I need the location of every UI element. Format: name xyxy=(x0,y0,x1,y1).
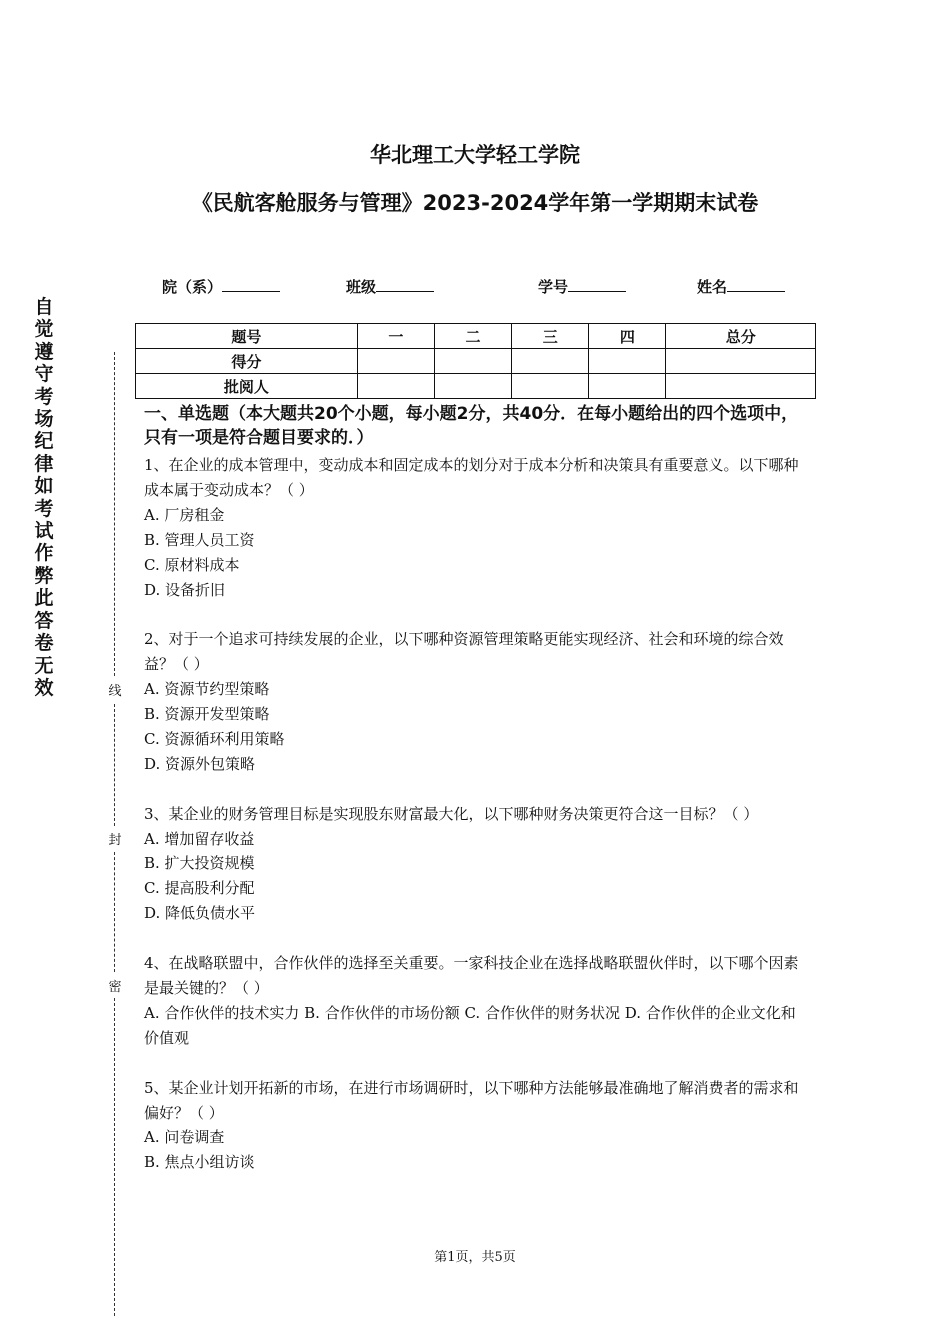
option-a[interactable]: A. 增加留存收益 xyxy=(144,829,255,848)
option-c[interactable]: C. 原材料成本 xyxy=(144,555,240,574)
question-5 xyxy=(144,1076,808,1176)
grader-row-label: 批阅人 xyxy=(136,374,358,399)
score-table-header-row xyxy=(136,324,816,349)
option-d[interactable]: D. 资源外包策略 xyxy=(144,754,256,773)
grader-row xyxy=(136,374,816,399)
score-row-label: 得分 xyxy=(136,349,358,374)
score-table xyxy=(135,323,816,399)
score-cell[interactable] xyxy=(512,349,589,374)
question-4 xyxy=(144,951,808,1051)
exam-content xyxy=(144,402,808,1200)
option-a[interactable]: A. 资源节约型策略 xyxy=(144,680,270,699)
question-stem: 4、在战略联盟中，合作伙伴的选择至关重要。一家科技企业在选择战略联盟伙伴时，以下哪个因素是最关键的？（ ） xyxy=(144,954,799,997)
id-label: 学号 xyxy=(538,278,569,296)
option-b[interactable]: B. 焦点小组访谈 xyxy=(144,1153,255,1172)
score-cell[interactable] xyxy=(589,349,666,374)
header-cell: 二 xyxy=(434,324,511,349)
header-cell: 四 xyxy=(589,324,666,349)
name-label: 姓名 xyxy=(697,278,728,296)
id-field xyxy=(538,276,626,297)
grader-cell[interactable] xyxy=(512,374,589,399)
grader-cell[interactable] xyxy=(434,374,511,399)
grader-cell[interactable] xyxy=(357,374,434,399)
id-blank[interactable] xyxy=(568,276,626,292)
question-stem: 2、对于一个追求可持续发展的企业，以下哪种资源管理策略更能实现经济、社会和环境的综合效益？（ ） xyxy=(144,630,784,674)
section-heading: 一、单选题（本大题共20个小题，每小题2分，共40分．在每小题给出的四个选项中，只有一项是符合题目要求的．） xyxy=(144,404,799,448)
dept-field xyxy=(162,276,280,297)
seal-mark-seal: 封 xyxy=(108,829,122,848)
dept-blank[interactable] xyxy=(222,276,280,292)
class-label: 班级 xyxy=(346,278,377,296)
score-cell[interactable] xyxy=(666,349,816,374)
option-b[interactable]: B. 资源开发型策略 xyxy=(144,705,270,724)
option-b[interactable]: B. 管理人员工资 xyxy=(144,530,255,549)
score-row xyxy=(136,349,816,374)
option-a[interactable]: A. 问卷调查 xyxy=(144,1128,225,1147)
name-blank[interactable] xyxy=(727,276,785,292)
option-d[interactable]: D. 设备折旧 xyxy=(144,580,226,599)
question-3 xyxy=(144,802,808,927)
binding-line-segment xyxy=(114,704,115,826)
seal-mark-secret: 密 xyxy=(108,976,122,995)
class-blank[interactable] xyxy=(376,276,434,292)
question-stem: 5、某企业计划开拓新的市场，在进行市场调研时，以下哪种方法能够最准确地了解消费者的需求和偏好？（ ） xyxy=(144,1078,799,1122)
exam-title: 《民航客舱服务与管理》2023-2024学年第一学期期末试卷 xyxy=(191,191,759,215)
side-notice: 自觉遵守考场纪律如考试作弊此答卷无效 xyxy=(34,296,54,699)
score-cell[interactable] xyxy=(357,349,434,374)
question-2 xyxy=(144,627,808,776)
header-cell: 三 xyxy=(512,324,589,349)
question-stem: 1、在企业的成本管理中，变动成本和固定成本的划分对于成本分析和决策具有重要意义。以下哪种成本属于变动成本？（ ） xyxy=(144,456,799,499)
score-cell[interactable] xyxy=(434,349,511,374)
grader-cell[interactable] xyxy=(589,374,666,399)
option-c[interactable]: C. 资源循环利用策略 xyxy=(144,729,285,748)
class-field xyxy=(346,276,434,297)
grader-cell[interactable] xyxy=(666,374,816,399)
binding-line-segment xyxy=(114,998,115,1316)
question-stem: 3、某企业的财务管理目标是实现股东财富最大化，以下哪种财务决策更符合这一目标？（ ） xyxy=(144,804,759,823)
header-cell: 题号 xyxy=(136,324,358,349)
seal-mark-line: 线 xyxy=(108,680,122,699)
dept-label: 院（系） xyxy=(162,278,223,296)
option-a[interactable]: A. 厂房租金 xyxy=(144,505,225,524)
header-cell: 总分 xyxy=(666,324,816,349)
question-1 xyxy=(144,453,808,602)
option-d[interactable]: D. 降低负债水平 xyxy=(144,904,256,923)
page-footer: 第1页，共5页 xyxy=(434,1250,516,1265)
binding-line-segment xyxy=(114,852,115,972)
header-cell: 一 xyxy=(357,324,434,349)
name-field xyxy=(697,276,785,297)
binding-line-segment xyxy=(114,352,115,676)
option-c[interactable]: C. 提高股利分配 xyxy=(144,879,255,898)
school-title: 华北理工大学轻工学院 xyxy=(370,143,580,167)
options-inline[interactable]: A. 合作伙伴的技术实力 B. 合作伙伴的市场份额 C. 合作伙伴的财务状况 D. 合作伙伴的企业文化和价值观 xyxy=(144,1003,796,1047)
option-b[interactable]: B. 扩大投资规模 xyxy=(144,854,255,873)
